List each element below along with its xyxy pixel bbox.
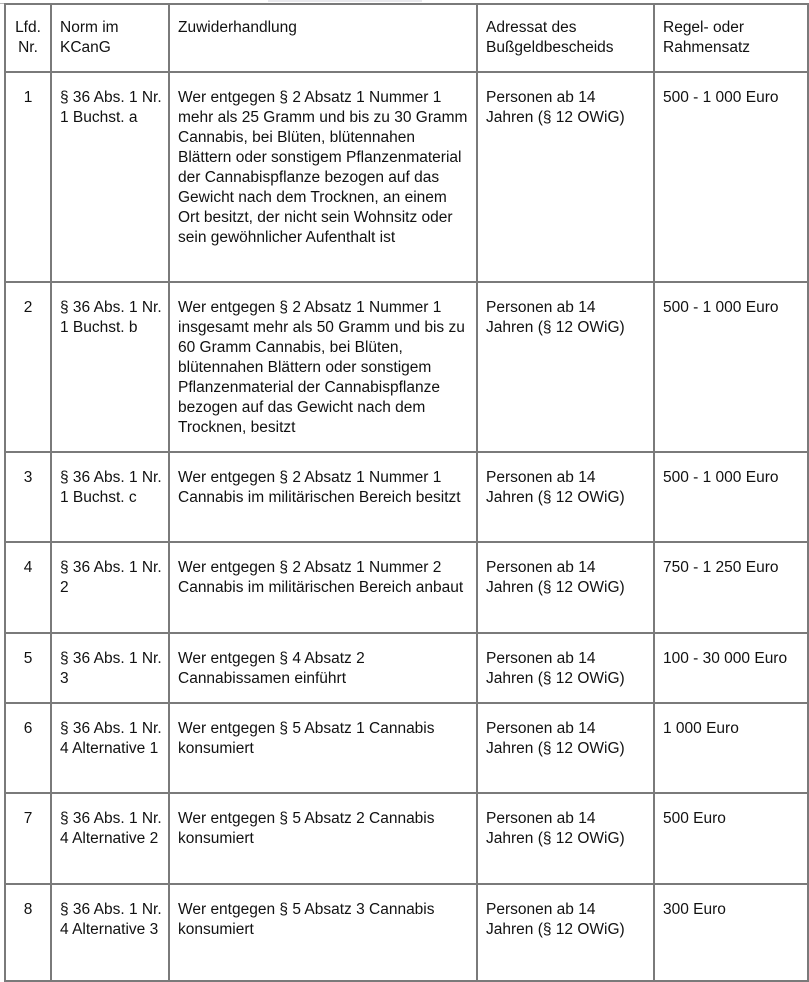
header-norm: Norm im KCanG [51, 4, 169, 72]
cell-adressat: Personen ab 14 Jahren (§ 12 OWiG) [477, 72, 654, 282]
cell-norm: § 36 Abs. 1 Nr. 1 Buchst. b [51, 282, 169, 452]
table-row [5, 542, 808, 633]
cell-norm: § 36 Abs. 1 Nr. 4 Alternative 1 [51, 703, 169, 793]
fine-catalog-table [4, 3, 809, 982]
header-satz: Regel- oder Rahmensatz [654, 4, 808, 72]
cell-nr: 3 [5, 452, 51, 542]
header-lfd-nr: Lfd. Nr. [5, 4, 51, 72]
cell-adressat: Personen ab 14 Jahren (§ 12 OWiG) [477, 793, 654, 884]
cell-adressat: Personen ab 14 Jahren (§ 12 OWiG) [477, 452, 654, 542]
cell-norm: § 36 Abs. 1 Nr. 4 Alternative 2 [51, 793, 169, 884]
cell-adressat: Personen ab 14 Jahren (§ 12 OWiG) [477, 542, 654, 633]
cell-adressat: Personen ab 14 Jahren (§ 12 OWiG) [477, 703, 654, 793]
cell-norm: § 36 Abs. 1 Nr. 4 Alternative 3 [51, 884, 169, 981]
cell-zuwiderhandlung: Wer entgegen § 2 Absatz 1 Nummer 1 insgesamt mehr als 50 Gramm und bis zu 60 Gramm Cannabis, bei Blüten, blütennahen Blättern oder sonstigem Pflanzenmaterial der Cannabispflanze bezogen auf das Gewicht nach dem Trocknen, besitzt [169, 282, 477, 452]
cell-norm: § 36 Abs. 1 Nr. 1 Buchst. a [51, 72, 169, 282]
cell-nr: 7 [5, 793, 51, 884]
table-row [5, 633, 808, 703]
cell-zuwiderhandlung: Wer entgegen § 2 Absatz 1 Nummer 2 Cannabis im militärischen Bereich anbaut [169, 542, 477, 633]
cell-zuwiderhandlung: Wer entgegen § 5 Absatz 1 Cannabis konsumiert [169, 703, 477, 793]
table-row [5, 282, 808, 452]
cell-satz: 100 - 30 000 Euro [654, 633, 808, 703]
cell-nr: 8 [5, 884, 51, 981]
cell-nr: 1 [5, 72, 51, 282]
cell-satz: 500 - 1 000 Euro [654, 72, 808, 282]
cell-norm: § 36 Abs. 1 Nr. 2 [51, 542, 169, 633]
cell-nr: 5 [5, 633, 51, 703]
cell-adressat: Personen ab 14 Jahren (§ 12 OWiG) [477, 633, 654, 703]
table-row [5, 703, 808, 793]
table-row [5, 72, 808, 282]
cell-zuwiderhandlung: Wer entgegen § 2 Absatz 1 Nummer 1 mehr als 25 Gramm und bis zu 30 Gramm Cannabis, bei Blüten, blütennahen Blättern oder sonstigem Pflanzenmaterial der Cannabispflanze bezogen auf das Gewicht nach dem Trocknen, an einem Ort besitzt, der nicht sein Wohnsitz oder sein gewöhnlicher Aufenthalt ist [169, 72, 477, 282]
cell-norm: § 36 Abs. 1 Nr. 1 Buchst. c [51, 452, 169, 542]
cell-nr: 4 [5, 542, 51, 633]
table-row [5, 884, 808, 981]
cell-zuwiderhandlung: Wer entgegen § 5 Absatz 3 Cannabis konsumiert [169, 884, 477, 981]
page-top-gap [268, 0, 422, 2]
cell-nr: 2 [5, 282, 51, 452]
cell-satz: 500 - 1 000 Euro [654, 282, 808, 452]
cell-satz: 750 - 1 250 Euro [654, 542, 808, 633]
cell-zuwiderhandlung: Wer entgegen § 2 Absatz 1 Nummer 1 Cannabis im militärischen Bereich besitzt [169, 452, 477, 542]
cell-satz: 300 Euro [654, 884, 808, 981]
cell-satz: 500 Euro [654, 793, 808, 884]
cell-satz: 1 000 Euro [654, 703, 808, 793]
table-header-row [5, 4, 808, 72]
table-row [5, 793, 808, 884]
header-adressat: Adressat des Bußgeldbescheids [477, 4, 654, 72]
cell-norm: § 36 Abs. 1 Nr. 3 [51, 633, 169, 703]
header-zuwiderhandlung: Zuwiderhandlung [169, 4, 477, 72]
cell-adressat: Personen ab 14 Jahren (§ 12 OWiG) [477, 884, 654, 981]
cell-zuwiderhandlung: Wer entgegen § 4 Absatz 2 Cannabissamen einführt [169, 633, 477, 703]
table-row [5, 452, 808, 542]
cell-nr: 6 [5, 703, 51, 793]
cell-adressat: Personen ab 14 Jahren (§ 12 OWiG) [477, 282, 654, 452]
cell-satz: 500 - 1 000 Euro [654, 452, 808, 542]
cell-zuwiderhandlung: Wer entgegen § 5 Absatz 2 Cannabis konsumiert [169, 793, 477, 884]
